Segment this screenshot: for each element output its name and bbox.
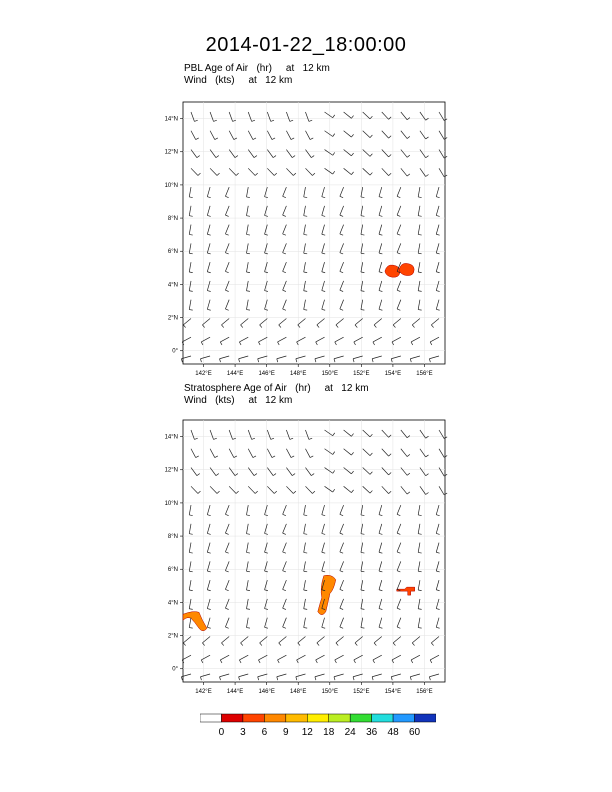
y-tick-label: 0° xyxy=(172,666,178,673)
x-tick-label: 152°E xyxy=(353,371,370,377)
colorbar-label: 0 xyxy=(218,727,225,738)
x-tick-label: 154°E xyxy=(384,371,402,377)
wind-barb-feather xyxy=(181,677,182,680)
y-tick-label: 10°N xyxy=(164,500,178,507)
y-tick-label: 8°N xyxy=(167,216,178,223)
colorbar-label: 3 xyxy=(240,727,246,738)
x-tick-label: 142°E xyxy=(195,371,212,377)
y-tick-label: 6°N xyxy=(167,249,178,256)
colorbar-swatch xyxy=(286,714,307,722)
colorbar-label: 24 xyxy=(344,727,356,738)
x-tick-label: 152°E xyxy=(353,689,370,695)
age-of-air-region xyxy=(399,263,414,275)
plot-frame xyxy=(183,102,445,364)
x-tick-label: 146°E xyxy=(258,689,275,695)
y-tick-label: 4°N xyxy=(167,282,178,289)
colorbar-swatch xyxy=(221,714,242,722)
colorbar xyxy=(200,712,436,752)
y-tick-label: 12°N xyxy=(164,467,178,474)
colorbar-label: 60 xyxy=(408,727,421,738)
panel-2-title-wind: Wind (kts) at 12 km xyxy=(184,395,293,406)
stratosphere-age-of-air-chart xyxy=(150,408,450,703)
y-tick-label: 8°N xyxy=(167,534,178,541)
colorbar-label: 9 xyxy=(283,727,289,738)
x-tick-label: 156°E xyxy=(416,371,433,377)
colorbar-swatch xyxy=(393,714,414,722)
colorbar-swatch xyxy=(264,714,285,722)
panel-1-title-age: PBL Age of Air (hr) at 12 km xyxy=(184,63,330,74)
x-tick-label: 142°E xyxy=(195,689,212,695)
colorbar-swatches xyxy=(200,712,436,726)
wind-barb-feather xyxy=(181,359,182,362)
x-tick-label: 144°E xyxy=(226,689,244,695)
y-tick-label: 4°N xyxy=(167,600,178,607)
colorbar-swatch xyxy=(415,714,436,722)
x-tick-label: 154°E xyxy=(384,689,402,695)
age-of-air-region xyxy=(385,265,400,277)
pbl-age-of-air-chart xyxy=(150,90,450,385)
colorbar-swatch xyxy=(372,714,393,722)
x-tick-label: 156°E xyxy=(416,689,433,695)
x-tick-label: 148°E xyxy=(290,689,307,695)
main-title: 2014-01-22_18:00:00 xyxy=(205,34,407,56)
y-tick-label: 6°N xyxy=(167,567,178,574)
plot-frame xyxy=(183,420,445,682)
colorbar-swatch xyxy=(307,714,328,722)
y-tick-label: 12°N xyxy=(164,149,178,156)
colorbar-label: 18 xyxy=(323,727,335,738)
colorbar-swatch xyxy=(200,714,221,722)
x-tick-label: 144°E xyxy=(226,371,244,377)
x-tick-label: 150°E xyxy=(321,371,338,377)
panel-2-title-age: Stratosphere Age of Air (hr) at 12 km xyxy=(184,383,369,394)
colorbar-label: 48 xyxy=(387,727,399,738)
y-tick-label: 10°N xyxy=(164,182,178,189)
colorbar-swatch xyxy=(243,714,264,722)
x-tick-label: 150°E xyxy=(321,689,338,695)
colorbar-swatch xyxy=(350,714,371,722)
panel-1-title-wind: Wind (kts) at 12 km xyxy=(184,75,293,86)
colorbar-label: 6 xyxy=(261,727,268,738)
y-tick-label: 2°N xyxy=(167,315,178,322)
y-tick-label: 14°N xyxy=(164,116,178,123)
y-tick-label: 2°N xyxy=(167,633,178,640)
y-tick-label: 0° xyxy=(172,348,178,355)
x-tick-label: 148°E xyxy=(290,371,307,377)
colorbar-swatch xyxy=(329,714,350,722)
y-tick-label: 14°N xyxy=(164,434,178,441)
x-tick-label: 146°E xyxy=(258,371,275,377)
colorbar-label: 12 xyxy=(301,727,313,738)
colorbar-label: 36 xyxy=(366,727,378,738)
